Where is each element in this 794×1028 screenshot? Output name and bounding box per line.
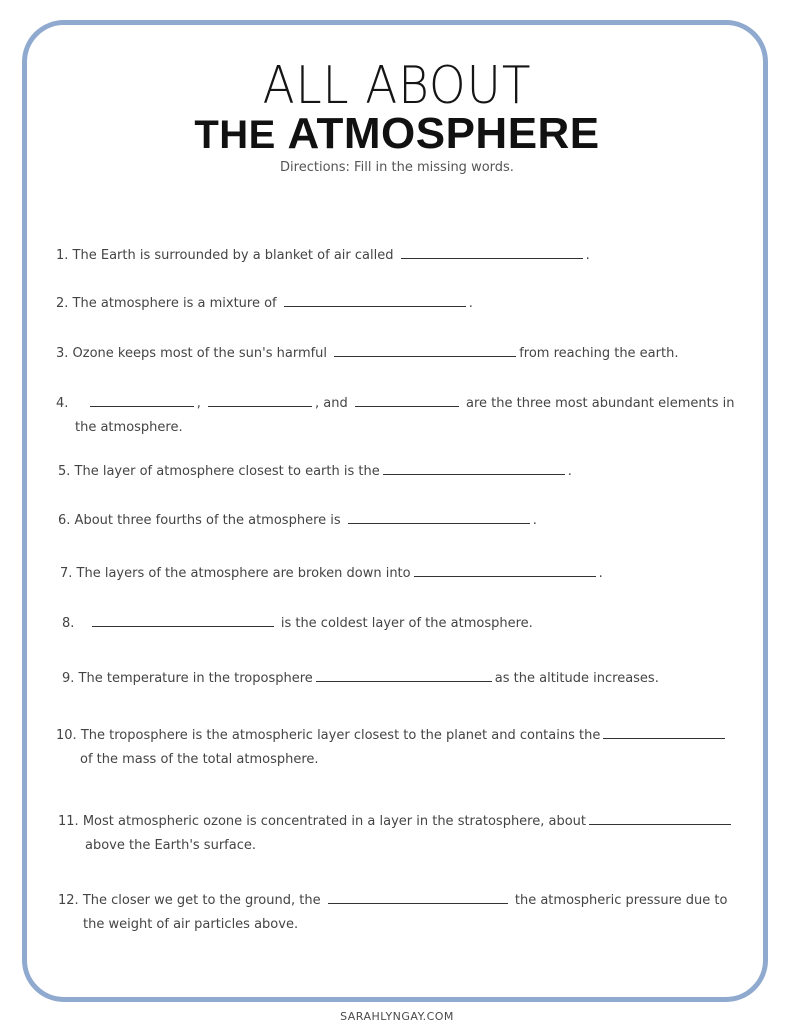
title-the: THE xyxy=(194,113,276,157)
question-text: Ozone keeps most of the sun's harmful xyxy=(72,346,328,361)
question-2 xyxy=(56,292,473,316)
question-11 xyxy=(58,810,734,858)
question-text: About three fourths of the atmosphere is xyxy=(74,513,341,528)
question-text-line-2: the weight of air particles above. xyxy=(83,917,299,932)
question-number: 1. xyxy=(56,248,69,263)
question-number: 5. xyxy=(58,464,71,479)
question-text-line-2: of the mass of the total atmosphere. xyxy=(80,752,319,767)
answer-blank[interactable] xyxy=(401,244,583,259)
question-text-after: as the altitude increases. xyxy=(494,671,659,686)
footer-website: SARAHLYNGAY.COM xyxy=(340,1010,454,1023)
answer-blank[interactable] xyxy=(334,342,516,357)
question-text: The layers of the atmosphere are broken down into xyxy=(76,566,411,581)
question-7 xyxy=(60,562,603,586)
answer-blank[interactable] xyxy=(328,889,508,904)
question-number: 10. xyxy=(56,728,77,743)
question-text-line-2: the atmosphere. xyxy=(75,420,183,435)
question-text: The troposphere is the atmospheric layer closest to the planet and contains the xyxy=(80,728,601,743)
question-text: The atmosphere is a mixture of xyxy=(72,296,277,311)
question-number: 2. xyxy=(56,296,69,311)
answer-blank[interactable] xyxy=(603,724,725,739)
question-12 xyxy=(58,889,727,937)
separator: , and xyxy=(314,396,348,411)
answer-blank[interactable] xyxy=(383,460,565,475)
question-text-after: from reaching the earth. xyxy=(519,346,679,361)
question-text-after: . xyxy=(567,464,572,479)
answer-blank[interactable] xyxy=(348,509,530,524)
answer-blank[interactable] xyxy=(92,612,274,627)
question-5 xyxy=(58,460,572,484)
question-text-after: . xyxy=(585,248,590,263)
question-text-after: . xyxy=(468,296,473,311)
title-atmosphere: ATMOSPHERE xyxy=(287,109,600,158)
question-text-after: is the coldest layer of the atmosphere. xyxy=(280,616,533,631)
question-text-after: . xyxy=(532,513,537,528)
question-number: 6. xyxy=(58,513,71,528)
question-number: 9. xyxy=(62,671,75,686)
question-text: The Earth is surrounded by a blanket of air called xyxy=(72,248,394,263)
question-9 xyxy=(62,667,659,691)
question-text: The temperature in the troposphere xyxy=(78,671,313,686)
question-text: The layer of atmosphere closest to earth is the xyxy=(74,464,380,479)
answer-blank[interactable] xyxy=(414,562,596,577)
question-number: 11. xyxy=(58,814,79,829)
question-number: 3. xyxy=(56,346,69,361)
question-1 xyxy=(56,244,590,268)
question-10 xyxy=(56,724,728,772)
title-line-1: ALL ABOUT xyxy=(262,56,532,116)
question-text-after: . xyxy=(598,566,603,581)
question-3 xyxy=(56,342,678,366)
separator: , xyxy=(196,396,201,411)
answer-blank[interactable] xyxy=(208,392,312,407)
directions: Directions: Fill in the missing words. xyxy=(280,160,514,175)
answer-blank[interactable] xyxy=(90,392,194,407)
answer-blank[interactable] xyxy=(284,292,466,307)
question-text-line-2: above the Earth's surface. xyxy=(85,838,256,853)
question-text-after: are the three most abundant elements in xyxy=(465,396,735,411)
question-6 xyxy=(58,509,537,533)
answer-blank[interactable] xyxy=(316,667,492,682)
question-number: 7. xyxy=(60,566,73,581)
question-number: 8. xyxy=(62,616,75,631)
question-text-after: the atmospheric pressure due to xyxy=(514,893,728,908)
question-number: 12. xyxy=(58,893,79,908)
question-8 xyxy=(62,612,533,636)
question-text: The closer we get to the ground, the xyxy=(82,893,321,908)
question-number: 4. xyxy=(56,396,69,411)
answer-blank[interactable] xyxy=(355,392,459,407)
question-text: Most atmospheric ozone is concentrated in a layer in the stratosphere, about xyxy=(82,814,587,829)
answer-blank[interactable] xyxy=(589,810,731,825)
title-line-2 xyxy=(0,109,794,158)
question-4 xyxy=(56,392,735,440)
